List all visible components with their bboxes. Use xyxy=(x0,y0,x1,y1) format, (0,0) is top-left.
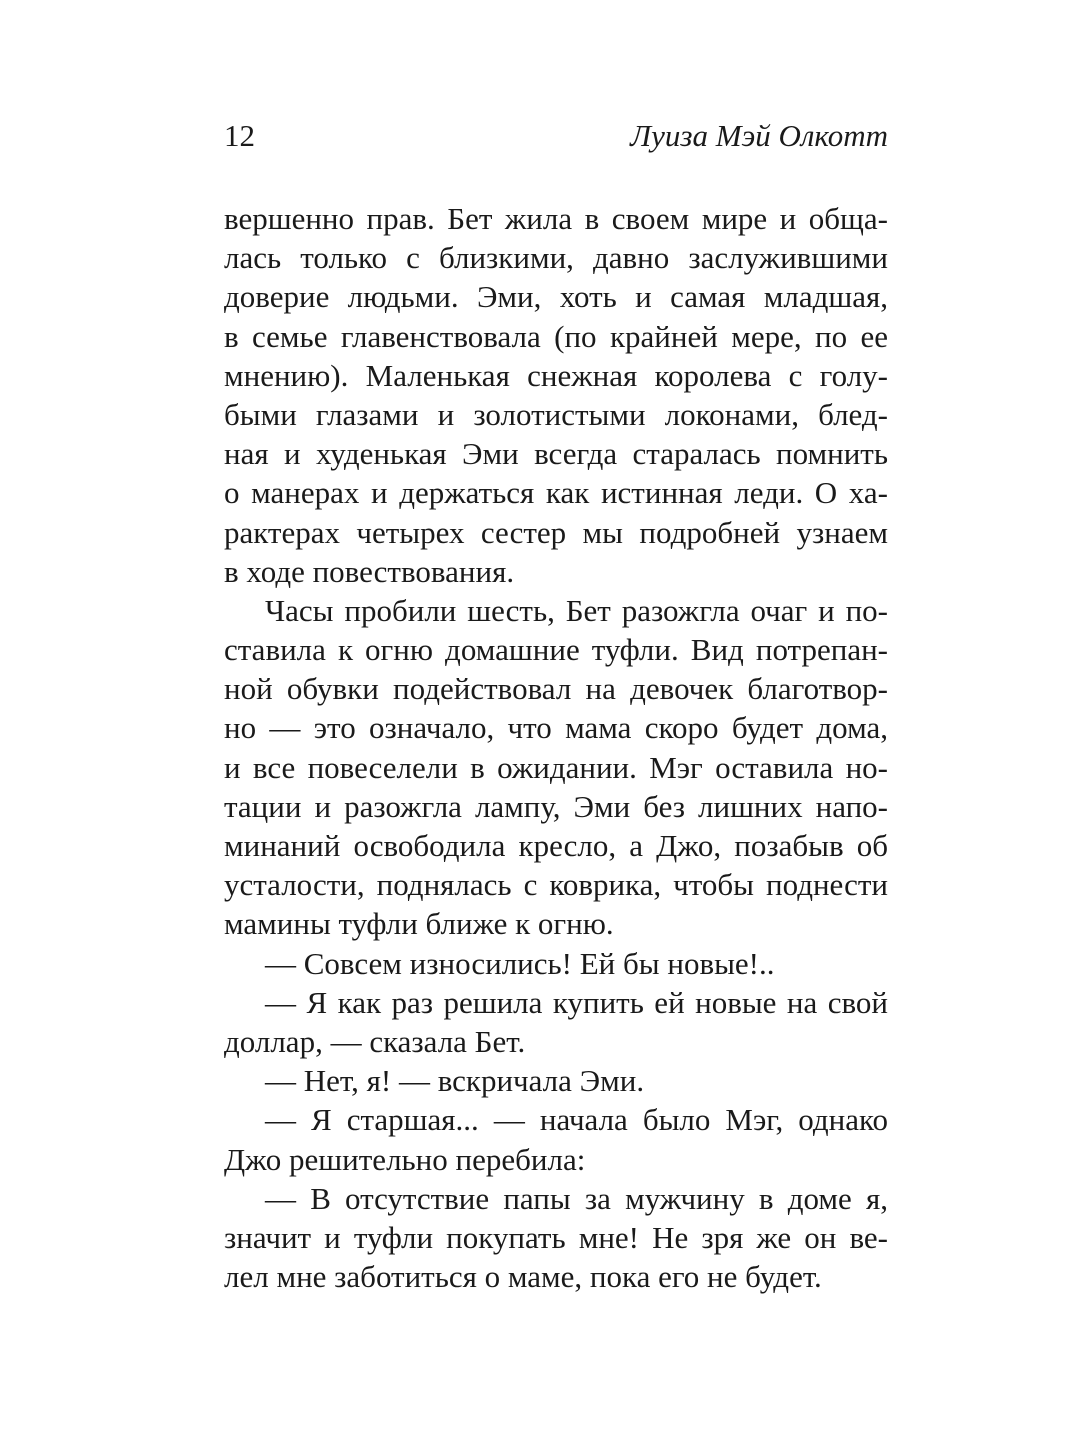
text-line: но — это означало, что мама скоро будет дома, xyxy=(224,710,888,746)
text-line: тации и разожгла лампу, Эми без лишних напо- xyxy=(224,788,888,824)
text-line: лел мне заботиться о маме, пока его не будет. xyxy=(224,1259,822,1295)
text-line: ная и худенькая Эми всегда старалась помнить xyxy=(224,436,888,472)
text-line: — Я как раз решила купить ей новые на свой xyxy=(265,984,888,1020)
text-line: ной обувки подействовал на девочек благотвор- xyxy=(224,671,888,707)
text-line: — Нет, я! — вскричала Эми. xyxy=(265,1063,645,1099)
running-head xyxy=(224,114,888,158)
text-line: быми глазами и золотистыми локонами, блед- xyxy=(224,396,888,432)
text-line: лась только с близкими, давно заслужившими xyxy=(224,240,888,276)
text-line: мамины туфли ближе к огню. xyxy=(224,906,614,942)
text-line: значит и туфли покупать мне! Не зря же он ве- xyxy=(224,1219,888,1255)
text-line: доллар, — сказала Бет. xyxy=(224,1023,526,1059)
text-line: мнению). Маленькая снежная королева с голу- xyxy=(224,357,888,393)
text-line: ставила к огню домашние туфли. Вид потрепан- xyxy=(224,632,888,668)
text-line: Часы пробили шесть, Бет разожгла очаг и по- xyxy=(265,592,888,628)
text-line: в ходе повествования. xyxy=(224,553,515,589)
text-line: усталости, поднялась с коврика, чтобы поднести xyxy=(224,867,888,903)
body-text xyxy=(224,199,888,1296)
text-line: и все повеселели в ожидании. Мэг оставила но- xyxy=(224,749,888,785)
text-line: о манерах и держаться как истинная леди. О ха- xyxy=(224,475,888,511)
page-number: 12 xyxy=(224,118,255,153)
text-line: в семье главенствовала (по крайней мере, по ее xyxy=(224,318,888,354)
text-line: Джо решительно перебила: xyxy=(224,1141,586,1177)
text-line: — Я старшая... — начала было Мэг, однако xyxy=(265,1102,888,1138)
text-line: доверие людьми. Эми, хоть и самая младшая, xyxy=(224,279,888,315)
text-line: рактерах четырех сестер мы подробней узнаем xyxy=(224,514,888,550)
text-line: минаний освободила кресло, а Джо, позабыв об xyxy=(224,828,888,863)
running-title: Луиза Мэй Олкотт xyxy=(630,118,888,153)
text-line: вершенно прав. Бет жила в своем мире и обща- xyxy=(224,201,888,236)
text-line: — Совсем износились! Ей бы новые!.. xyxy=(265,945,775,981)
text-line: — В отсутствие папы за мужчину в доме я, xyxy=(265,1180,888,1216)
